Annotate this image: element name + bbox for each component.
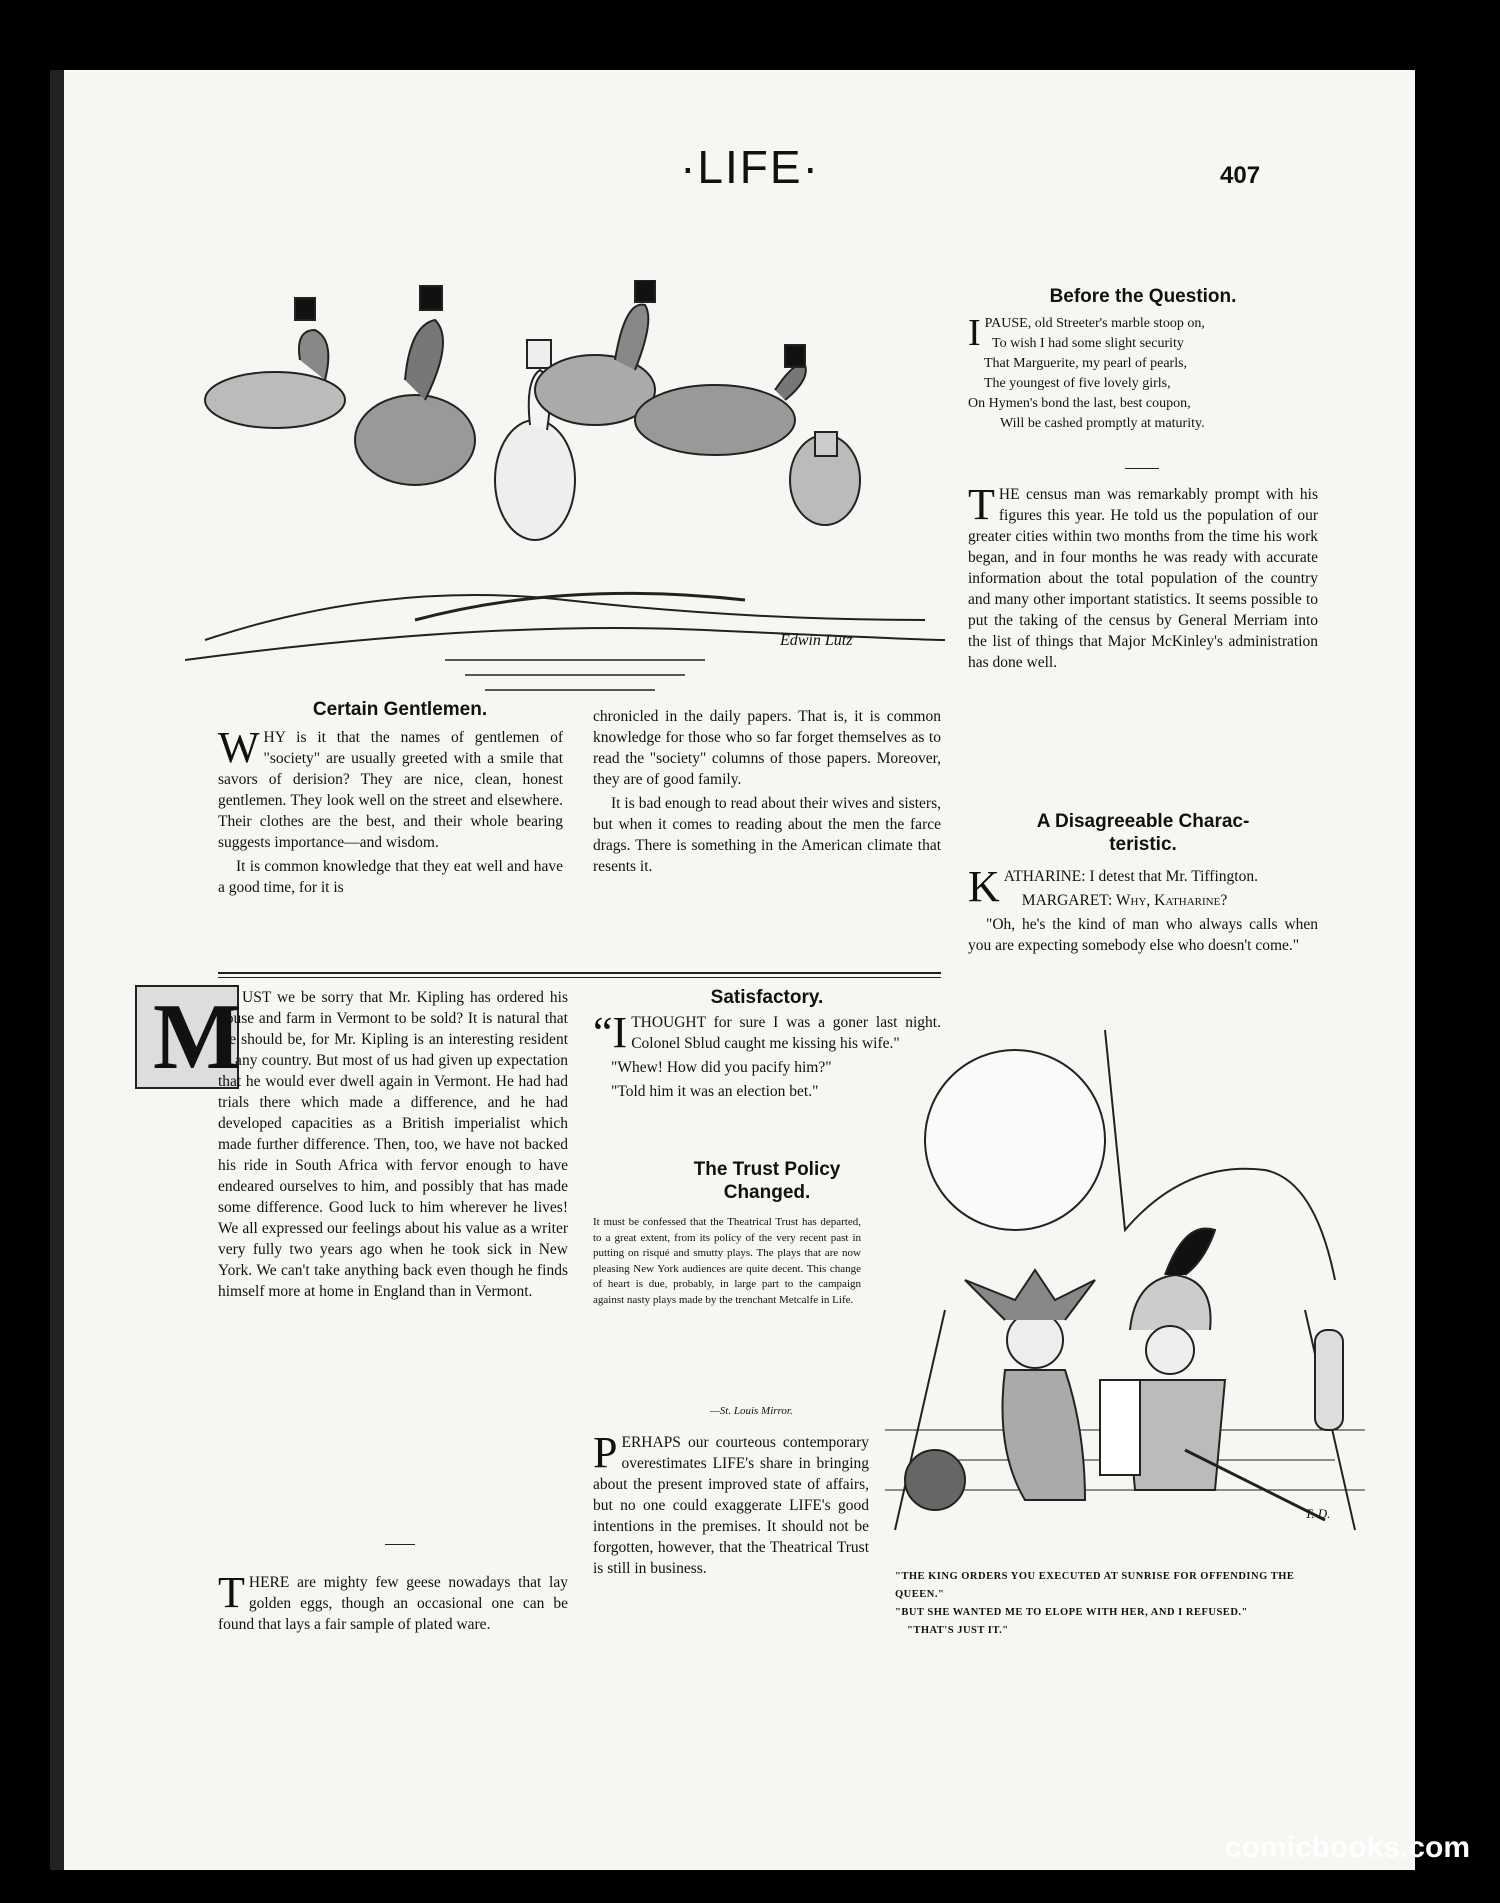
trust-policy-quote: It must be confessed that the Theatrical Trust has departed, to a great extent, from its policy of the very recent past in putting on risqué and smutty plays. The plays that are now pleasing New York audiences are quite decent. This change of heart is due, probably, in large part to the campaign against nasty plays made by the trenchant Metcalfe in Life. <box>593 1216 861 1306</box>
caption-line: "THAT'S JUST IT." <box>907 1625 1009 1636</box>
paragraph: HY is it that the names of gentlemen of "society" are usually greeted with a smile that savors of derision? They are nice, clean, honest gentlemen. They look well on the street and elsewhere. Their clothes are the best, and their whole bearing suggests importance—and wisdom. <box>218 729 563 851</box>
magazine-title: ·LIFE· <box>680 141 820 193</box>
poem-line: The youngest of five lovely girls, <box>984 376 1171 391</box>
poem-line: That Marguerite, my pearl of pearls, <box>984 356 1188 371</box>
drop-cap: K <box>968 862 1000 911</box>
census-paragraph <box>968 480 1318 676</box>
drop-cap: T <box>968 480 995 529</box>
certain-gentlemen-title: Certain Gentlemen. <box>312 699 488 720</box>
dialogue-line: "Told him it was an election bet." <box>611 1083 819 1100</box>
paragraph: chronicled in the daily papers. That is, it is common knowledge for those who so far forget themselves as to read the "society" columns of those papers. Moreover, they are of good family. <box>593 708 941 788</box>
cartoon-caption <box>895 1568 1325 1640</box>
census-text: HE census man was remarkably prompt with his figures this year. He told us the population of our greater cities within two months from the time his work began, and in four months he was ready with accurate information about the total population of the country and many other important statistics. It seems possible to put the taking of the census by General Merriam into the list of things that Major McKinley's administration has done well. <box>968 486 1318 671</box>
kipling-text: UST we be sorry that Mr. Kipling has ordered his house and farm in Vermont to be sold? It is natural that we should be, for Mr. Kipling is an interesting resident of any country. But most of us had given up expectation that he would ever dwell again in Vermont. He had had trials there which made a difference, and he had developed capacities as a British imperialist which made further difference. Then, too, we have not backed his ride in South Africa with fervor enough to have endeared ourselves to him, and possibly that has made some difference. Good luck to him wherever he lives! We all expressed our feelings about his value as a writer very fully two years ago when he took sick in New York. We can't take anything back even though he finds himself more at home in England than in Vermont. <box>218 989 568 1300</box>
divider <box>218 972 941 974</box>
watermark: comicbooks.com <box>1224 1831 1470 1864</box>
drop-cap: P <box>593 1428 618 1477</box>
poem-line: To wish I had some slight security <box>992 336 1184 351</box>
poem <box>968 314 1318 434</box>
disagreeable-title <box>968 810 1318 856</box>
disagreeable-text <box>968 862 1318 959</box>
geese-paragraph <box>218 1568 568 1638</box>
divider <box>1125 468 1159 469</box>
initial-letter: M <box>153 985 242 1089</box>
quote-source: —St. Louis Mirror. <box>710 1405 793 1417</box>
trust-policy-paragraph <box>593 1428 869 1582</box>
dialogue-line: MARGARET: Why, Katharine? <box>1021 892 1228 909</box>
dialogue-line: ATHARINE: I detest that Mr. Tiffington. <box>1003 868 1258 885</box>
title-line: A Disagreeable Charac- <box>1036 811 1250 832</box>
title-line: The Trust Policy <box>693 1159 841 1180</box>
title-line: teristic. <box>1109 834 1177 855</box>
drop-cap: “I <box>593 1008 628 1057</box>
certain-gentlemen-col2 <box>593 706 941 880</box>
drop-cap: W <box>218 723 260 772</box>
book-spine <box>50 70 64 1870</box>
poem-line: Will be cashed promptly at maturity. <box>1000 416 1205 431</box>
title-line: Changed. <box>723 1182 811 1203</box>
geese-text: HERE are mighty few geese nowadays that lay golden eggs, though an occasional one can be found that lays a fair sample of plated ware. <box>218 1574 568 1633</box>
trust-policy-text: ERHAPS our courteous contemporary overestimates LIFE's share in bringing about the present improved state of affairs, but no one could exaggerate LIFE's good intentions in the premises. It should not be forgotten, however, that the Theatrical Trust is still in business. <box>593 1434 869 1577</box>
certain-gentlemen-col1 <box>218 723 563 901</box>
jester-knight-illustration <box>885 1030 1365 1550</box>
divider <box>385 1544 415 1545</box>
before-question-title: Before the Question. <box>1049 286 1237 307</box>
page-number: 407 <box>1220 162 1261 189</box>
dialogue-line: "Whew! How did you pacify him?" <box>611 1059 832 1076</box>
kipling-paragraph <box>218 987 568 1305</box>
caption-line: "THE KING ORDERS YOU EXECUTED AT SUNRISE FOR OFFENDING THE QUEEN." <box>895 1571 1295 1600</box>
drop-cap: T <box>218 1568 245 1617</box>
dialogue-line: THOUGHT for sure I was a goner last night. Colonel Sblud caught me kissing his wife." <box>631 1014 941 1052</box>
poem-line: PAUSE, old Streeter's marble stoop on, <box>984 316 1205 331</box>
caption-line: "BUT SHE WANTED ME TO ELOPE WITH HER, AND I REFUSED." <box>895 1607 1248 1618</box>
paragraph: It is common knowledge that they eat well and have a good time, for it is <box>218 858 563 896</box>
paragraph: It is bad enough to read about their wives and sisters, but when it comes to reading about the men the farce drags. There is something in the American climate that resents it. <box>593 795 941 875</box>
cartoon-signature: T. D. <box>1305 1506 1331 1521</box>
satisfactory-title: Satisfactory. <box>710 987 824 1008</box>
dialogue-line: "Oh, he's the kind of man who always calls when you are expecting somebody else who doesn't come." <box>968 916 1318 954</box>
drop-cap: I <box>968 312 981 354</box>
divider <box>218 977 941 978</box>
poem-line: On Hymen's bond the last, best coupon, <box>968 396 1191 411</box>
ducks-signature: Edwin Lutz <box>780 632 853 649</box>
